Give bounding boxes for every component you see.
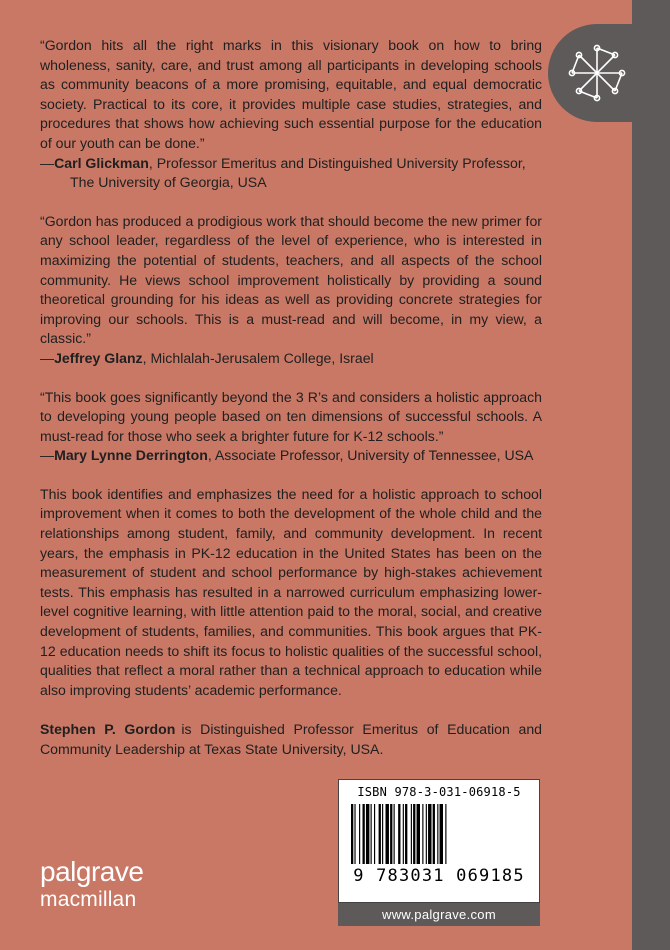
attribution-affiliation: , Associate Professor, University of Tennessee, USA xyxy=(207,447,534,464)
quote-attribution xyxy=(40,446,542,466)
attribution-name: Jeffrey Glanz xyxy=(54,349,143,366)
attribution-dash: — xyxy=(40,349,55,366)
publisher-name-line2: macmillan xyxy=(40,888,137,911)
isbn-barcode-box xyxy=(338,779,540,903)
attribution-affiliation: , Professor Emeritus and Distinguished University Professor, xyxy=(148,154,526,171)
publisher-wordmark xyxy=(40,858,143,910)
quote-text: “This book goes significantly beyond the 3 R’s and considers a holistic approach to developing young people based on ten dimensions of successful schools. A must-read for those who seek a brighter future for K-12 schools.” xyxy=(40,388,542,444)
attribution-name: Mary Lynne Derrington xyxy=(54,447,208,464)
cover-text xyxy=(40,36,542,760)
quote-attribution xyxy=(40,154,542,193)
book-description: This book identifies and emphasizes the need for a holistic approach to school improvement when it comes to both the development of the whole child and the relationships among student, family, and community development. In recent years, the emphasis in PK-12 education in the United States has been on the measurement of student and school performance by high-stakes achievement tests. This emphasis has resulted in a narrowed curriculum emphasizing lower-level cognitive learning, with little attention paid to the moral, social, and creative development of students, families, and communities. This book argues that PK-12 education needs to shift its focus to holistic qualities of the successful school, qualities that reflect a moral rather than a technical approach to education while also improving students’ academic performance. xyxy=(40,485,542,698)
attribution-affiliation: , Michlalah-Jerusalem College, Israel xyxy=(142,349,374,366)
author-name: Stephen P. Gordon xyxy=(40,721,176,738)
attribution-dash: — xyxy=(40,154,55,171)
attribution-affiliation-line2: The University of Georgia, USA xyxy=(70,174,267,191)
attribution-dash: — xyxy=(40,447,55,464)
barcode-icon xyxy=(349,804,529,864)
publisher-logo-tab xyxy=(548,24,670,122)
author-bio-text: is Distinguished Professor Emeritus of Education and Community Leadership at Texas State University, USA. xyxy=(40,721,543,757)
barcode-digits: 9 783031 069185 xyxy=(353,866,525,886)
publisher-name-line1: palgrave xyxy=(40,856,144,887)
author-bio xyxy=(40,720,542,759)
quote-attribution xyxy=(40,349,542,369)
attribution-name: Carl Glickman xyxy=(54,154,149,171)
quote-text: “Gordon hits all the right marks in this visionary book on how to bring wholeness, sanity, care, and trust among all participants in developing schools as community beacons of a more promising, equitable, and equal democratic society. Practical to its core, it provides multiple case studies, strategies, and procedures that shows how achieving such essential purpose for the education of our youth can be done.” xyxy=(40,37,542,151)
spine-strip xyxy=(632,0,670,950)
publisher-url: www.palgrave.com xyxy=(338,903,540,926)
palgrave-network-logo-icon xyxy=(562,38,632,108)
quote-text: “Gordon has produced a prodigious work that should become the new primer for any school leader, regardless of the level of experience, who is interested in maximizing the potential of students, teachers, and all aspects of the school community. He views school improvement holistically by providing a sound theoretical grounding for his ideas as well as providing concrete strategies for improving our schools. This is a must-read and will become, in my view, a classic.” xyxy=(40,212,542,347)
isbn-label: ISBN 978-3-031-06918-5 xyxy=(357,785,521,799)
